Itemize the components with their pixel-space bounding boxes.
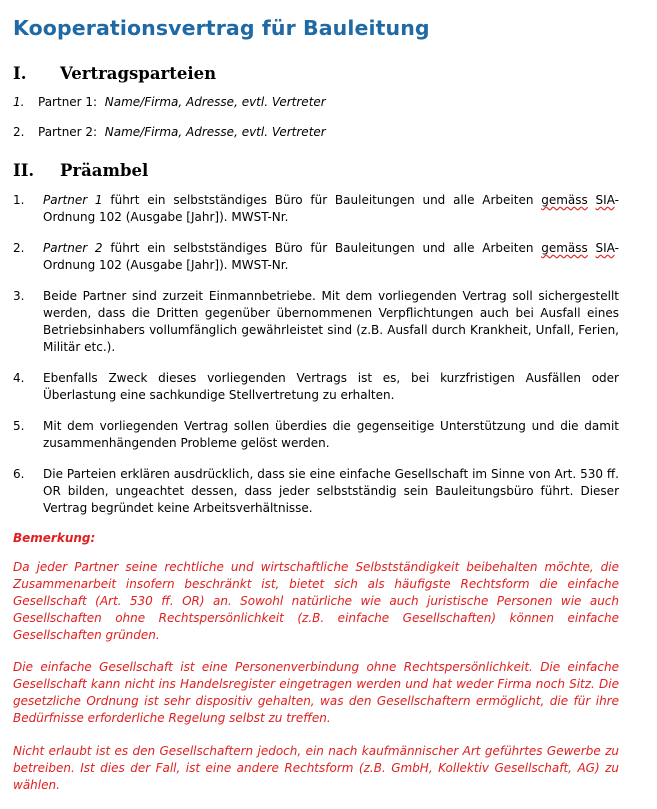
remark-paragraph: Nicht erlaubt ist es den Gesellschaftern jedoch, ein nach kaufmännischer Art geführtes Gewerbe zu betreiben. Ist dies der Fall, ist eine andere Rechtsform (z.B. GmbH, Kollektiv Gesellschaft, AG) zu wählen. [13,744,619,792]
partner-value: Name/Firma, Adresse, evtl. Vertreter [104,125,326,139]
partner-line-2 [13,125,326,139]
list-number: 4. [13,371,25,385]
list-number: 2. [13,241,25,255]
remark-paragraph: Da jeder Partner seine rechtliche und wirtschaftliche Selbstständigkeit beibehalten möchte, die Zusammenarbeit insofern beschränkt ist, bietet sich als häufigste Rechtsform die einfache Gesellschaft (Art. 530 ff. OR) an. Sowohl natürliche wie auch juristische Personen wie auch Gesellschaften ohne Rechtspersönlichkeit (z.B. einfache Gesellschaften) können einfache Gesellschaften gründen. [13,560,619,642]
list-number: 6. [13,467,25,481]
section-heading-vertragsparteien [13,64,216,83]
text-segment: führt ein selbstständiges Büro für Bauleitungen und alle Arbeiten [102,193,542,207]
document-title: Kooperationsvertrag für Bauleitung [13,16,430,40]
text-segment [588,193,596,207]
text-segment: -Ordnung 102 (Ausgabe [Jahr]). MWST-Nr. [43,193,619,224]
list-number: 1. [13,193,25,207]
list-number: 1. [13,95,25,109]
preamble-item-3 [13,288,619,356]
list-number: 2. [13,125,25,139]
preamble-item-2 [13,240,619,274]
partner-line-1 [13,95,326,109]
section-number: I. [13,64,27,83]
preamble-item-4 [13,370,619,404]
partner-label: Partner 2: [38,125,98,139]
preamble-item-text: Die Parteien erklären ausdrücklich, dass sie eine einfache Gesellschaft im Sinne von Art. 530 ff. OR bilden, ungeachtet dessen, dass jeder selbstständig sein Bauleitungsbüro führt. Dieser Vertrag begründet keine Arbeitsverhältnisse. [43,467,619,515]
partner-label: Partner 1: [38,95,98,109]
partner-reference: Partner 1 [43,193,103,207]
preamble-item-5 [13,418,619,452]
spellcheck-flagged-word: SIA [595,193,615,207]
partner-reference: Partner 2 [43,241,103,255]
spellcheck-flagged-word: SIA [595,241,615,255]
remark-paragraph: Die einfache Gesellschaft ist eine Personenverbindung ohne Rechtspersönlichkeit. Die einfache Gesellschaft kann nicht ins Handelsregister eingetragen werden und hat weder Firma noch Sitz. Die gesetzliche Ordnung ist sehr dispositiv gehalten, was den Gesellschaftern ermöglicht, die für ihre Bedürfnisse erforderliche Regelung selbst zu treffen. [13,660,619,725]
text-segment: -Ordnung 102 (Ausgabe [Jahr]). MWST-Nr. [43,241,619,272]
section-heading-praeambel [13,161,148,180]
partner-value: Name/Firma, Adresse, evtl. Vertreter [104,95,326,109]
list-number: 5. [13,419,25,433]
preamble-item-text: Ebenfalls Zweck dieses vorliegenden Vertrags ist es, bei kurzfristigen Ausfällen oder Überlastung eine sachkundige Stellvertretung zu erhalten. [43,371,619,402]
preamble-item-6 [13,466,619,517]
spellcheck-flagged-word: gemäss [541,193,588,207]
preamble-item-text: Mit dem vorliegenden Vertrag sollen überdies die gegenseitige Unterstützung und die damit zusammenhängenden Probleme gelöst werden. [43,419,619,450]
section-number: II. [13,161,35,180]
spellcheck-flagged-word: gemäss [541,241,588,255]
list-number: 3. [13,289,25,303]
remark-heading: Bemerkung: [13,531,96,545]
text-segment [588,241,596,255]
section-title: Vertragsparteien [60,64,217,83]
text-segment: führt ein selbstständiges Büro für Bauleitungen und alle Arbeiten [102,241,542,255]
preamble-item-text [43,192,619,226]
preamble-item-text: Beide Partner sind zurzeit Einmannbetriebe. Mit dem vorliegenden Vertrag soll sichergestellt werden, dass die Dritten gegenüber übernommenen Verpflichtungen auch bei Ausfall eines Betriebsinhabers vollumfänglich gewährleistet sind (z.B. Ausfall durch Krankheit, Unfall, Ferien, Militär etc.). [43,289,619,354]
preamble-item-1 [13,192,619,226]
section-title: Präambel [60,161,149,180]
preamble-item-text [43,240,619,274]
